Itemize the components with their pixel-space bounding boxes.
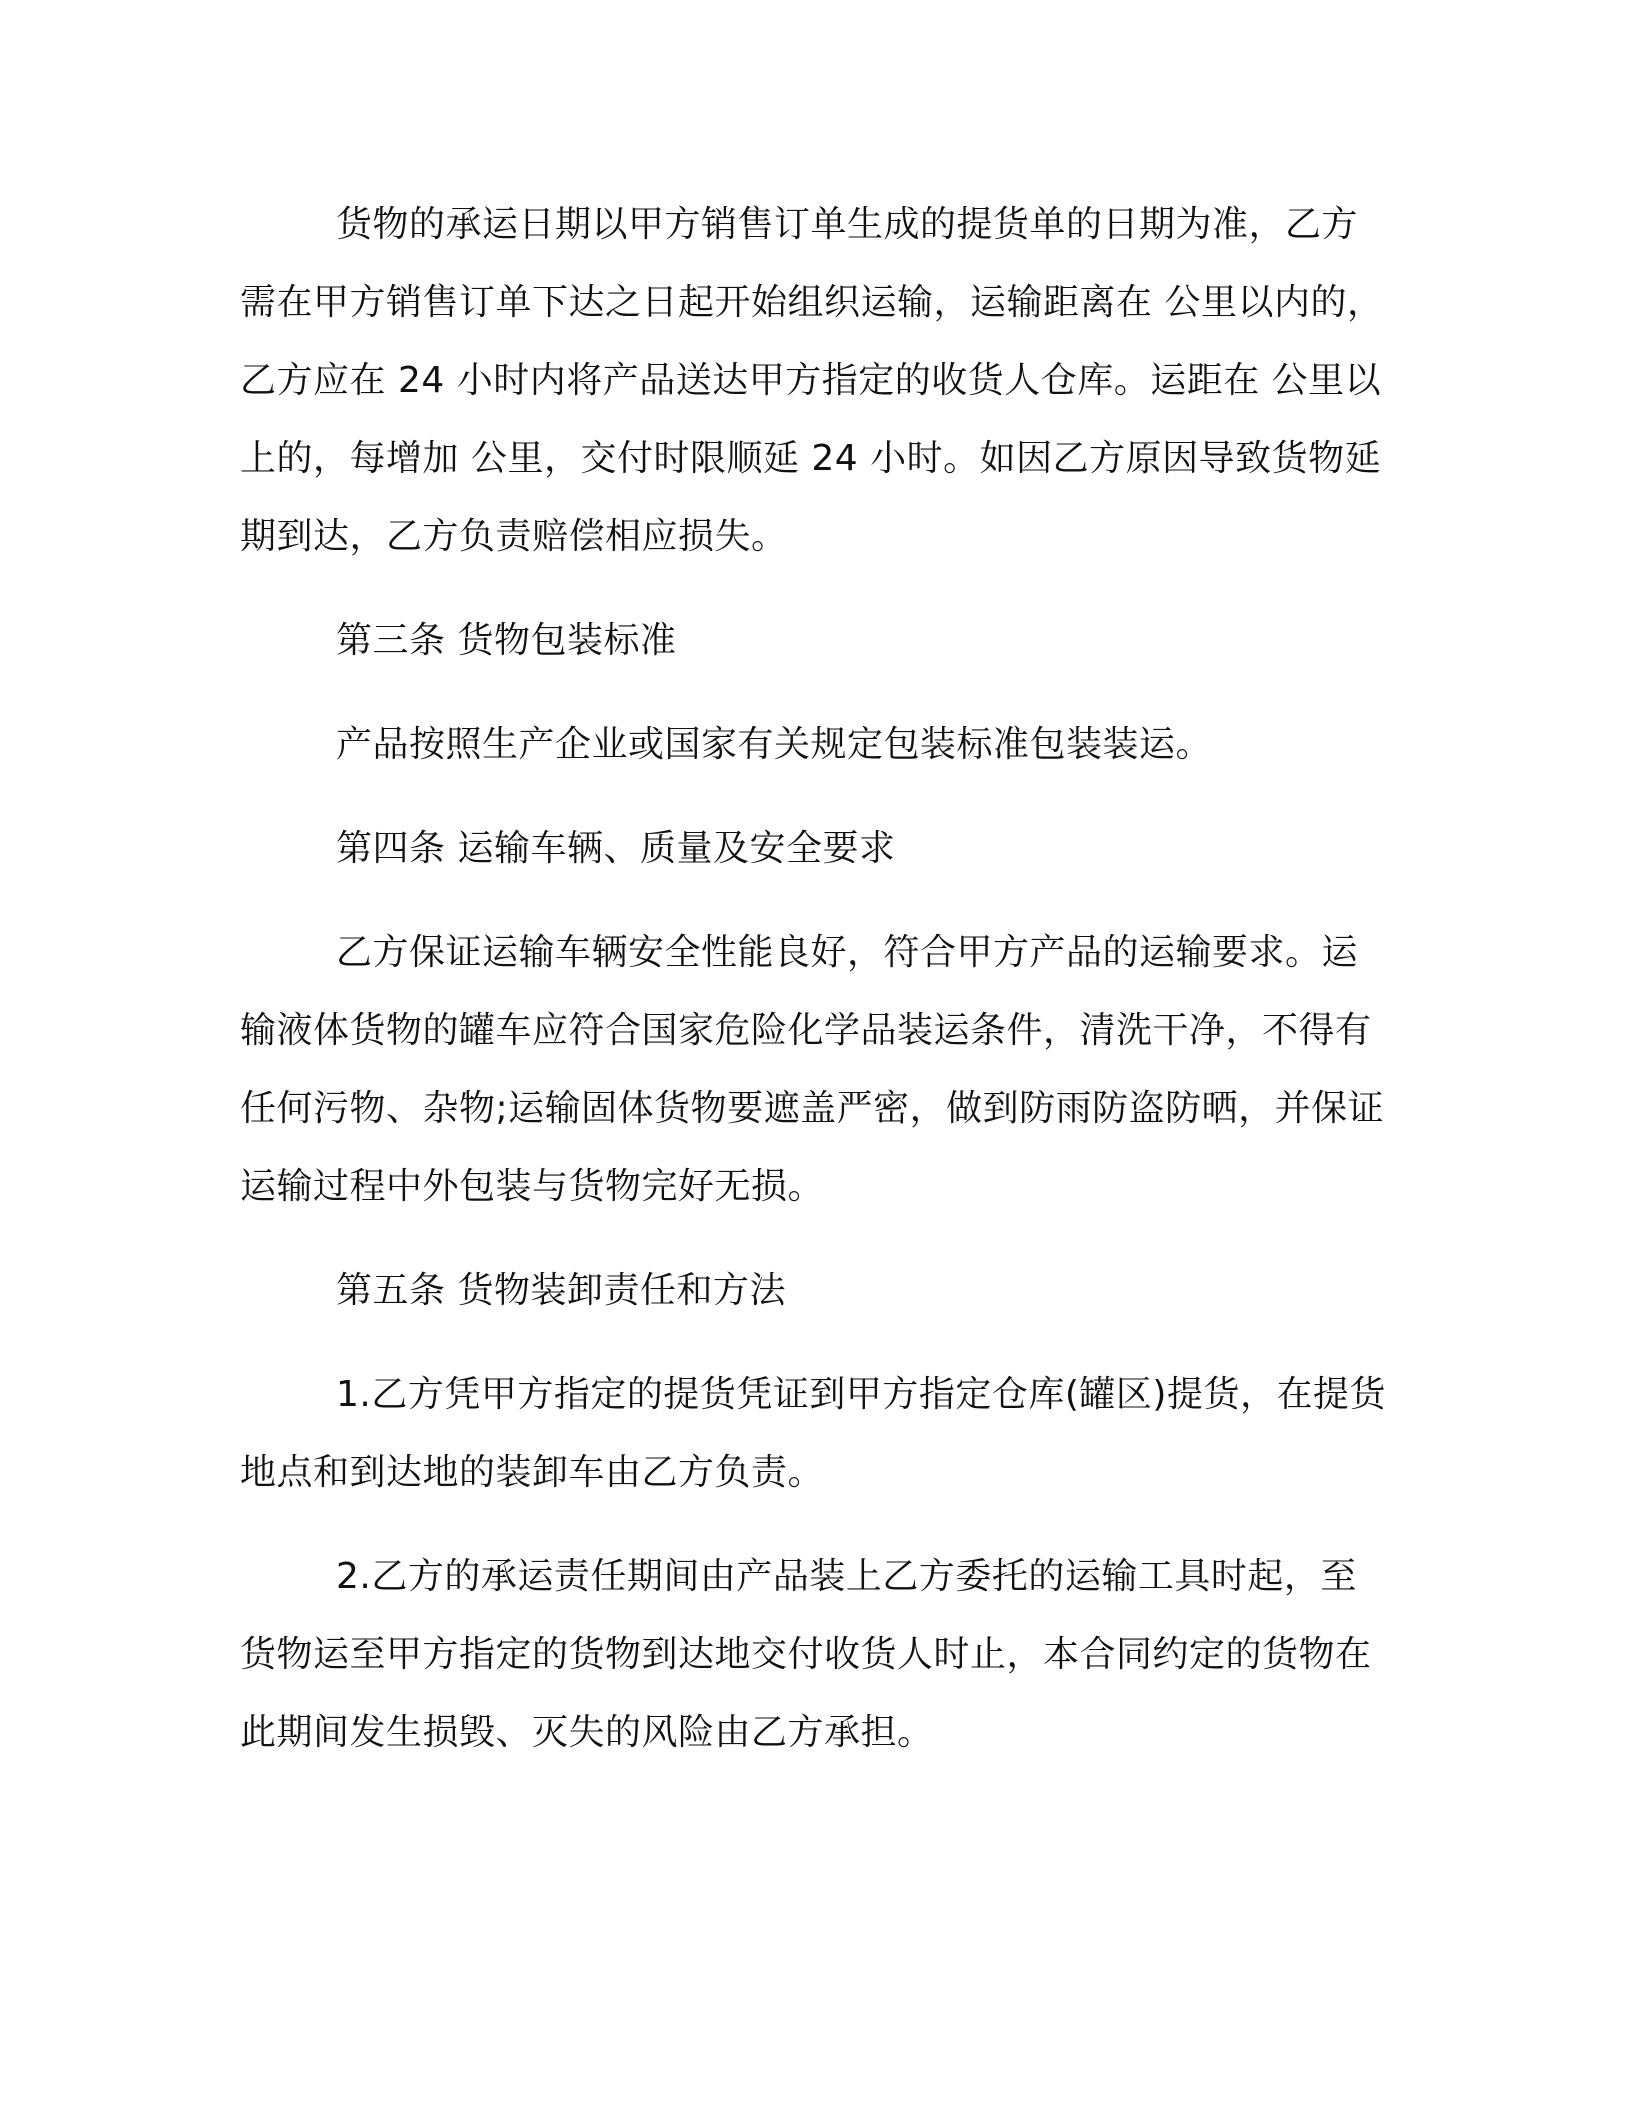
document-body (240, 186, 1390, 1772)
paragraph-loading-item-1: 1.乙方凭甲方指定的提货凭证到甲方指定仓库(罐区)提货，在提货地点和到达地的装卸车由乙方负责。 (240, 1374, 1386, 1493)
heading-article-5: 第五条 货物装卸责任和方法 (336, 1270, 786, 1311)
paragraph-delivery-schedule: 货物的承运日期以甲方销售订单生成的提货单的日期为准，乙方需在甲方销售订单下达之日起开始组织运输，运输距离在 公里以内的，乙方应在 24 小时内将产品送达甲方指定的收货人仓库。运距在 公里以上的，每增加 公里，交付时限顺延 24 小时。如因乙方原因导致货物延期到达，乙方负责赔偿相应损失。 (240, 204, 1384, 557)
paragraph-packaging: 产品按照生产企业或国家有关规定包装标准包装装运。 (336, 724, 1213, 765)
paragraph-loading-item-2: 2.乙方的承运责任期间由产品装上乙方委托的运输工具时起，至货物运至甲方指定的货物到达地交付收货人时止，本合同约定的货物在此期间发生损毁、灭失的风险由乙方承担。 (240, 1556, 1372, 1753)
heading-article-3: 第三条 货物包装标准 (336, 620, 677, 661)
paragraph-vehicle-requirements: 乙方保证运输车辆安全性能良好，符合甲方产品的运输要求。运输液体货物的罐车应符合国家危险化学品装运条件，清洗干净，不得有任何污物、杂物;运输固体货物要遮盖严密，做到防雨防盗防晒，并保证运输过程中外包装与货物完好无损。 (240, 932, 1385, 1207)
heading-article-4: 第四条 运输车辆、质量及安全要求 (336, 828, 896, 869)
